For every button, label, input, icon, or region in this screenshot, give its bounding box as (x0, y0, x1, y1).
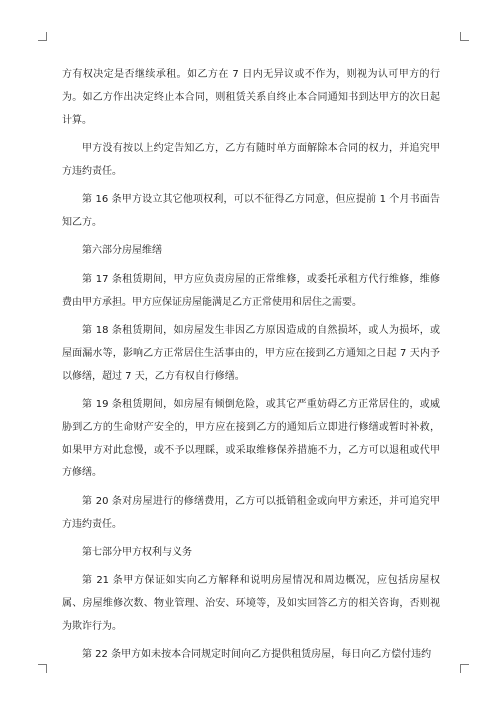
clause-17: 第 17 条租赁期间，甲方应负责房屋的正常维修，或委托承租方代行维修，维修费由甲方承担。甲方应保证房屋能满足乙方正常使用和居住之需要。 (62, 273, 440, 308)
crop-mark-top-left (38, 32, 47, 41)
clause-19: 第 19 条租赁期间，如房屋有倾倒危险，或其它严重妨碍乙方正常居住的，或威胁到乙方的生命财产安全的，甲方应在接到乙方的通知后立即进行修缮或暂时补救，如果甲方对此怠慢，或不予以理睬，或采取维修保养措施不力，乙方可以退租或代甲方修缮。 (62, 398, 440, 479)
paragraph-continuation: 方有权决定是否继续承租。如乙方在 7 日内无异议或不作为，则视为认可甲方的行为。如乙方作出决定终止本合同，则租赁关系自终止本合同通知书到达甲方的次日起计算。 (62, 69, 440, 126)
crop-mark-top-right (460, 32, 469, 41)
crop-mark-bottom-right (460, 664, 469, 673)
section-heading-part-6: 第六部分房屋维缮 (82, 245, 162, 257)
clause-22: 第 22 条甲方如未按本合同规定时间向乙方提供租赁房屋，每日向乙方偿付违约 (82, 649, 432, 661)
clause-16: 第 16 条甲方设立其它他项权利，可以不征得乙方同意，但应提前 1 个月书面告知乙方。 (62, 194, 440, 228)
clause-18: 第 18 条租赁期间，如房屋发生非因乙方原因造成的自然损坏，或人为损坏，或屋面漏水等，影响乙方正常居住生活事由的，甲方应在接到乙方通知之日起 7 天内予以修缮，超过 7 天，乙方有权自行修缮。 (62, 324, 440, 382)
document-body (62, 64, 440, 673)
clause-21: 第 21 条甲方保证如实向乙方解释和说明房屋情况和周边概况，应包括房屋权属、房屋维修次数、物业管理、治安、环境等，及如实回答乙方的相关咨询，否则视为欺诈行为。 (62, 575, 440, 632)
section-heading-part-7: 第七部分甲方权利与义务 (82, 546, 192, 558)
paragraph: 甲方没有按以上约定告知乙方，乙方有随时单方面解除本合同的权力，并追究甲方违约责任。 (62, 142, 440, 177)
crop-mark-bottom-left (38, 664, 47, 673)
clause-20: 第 20 条对房屋进行的修缮费用，乙方可以抵销租金或向甲方索还，并可追究甲方违约责任。 (62, 495, 440, 530)
